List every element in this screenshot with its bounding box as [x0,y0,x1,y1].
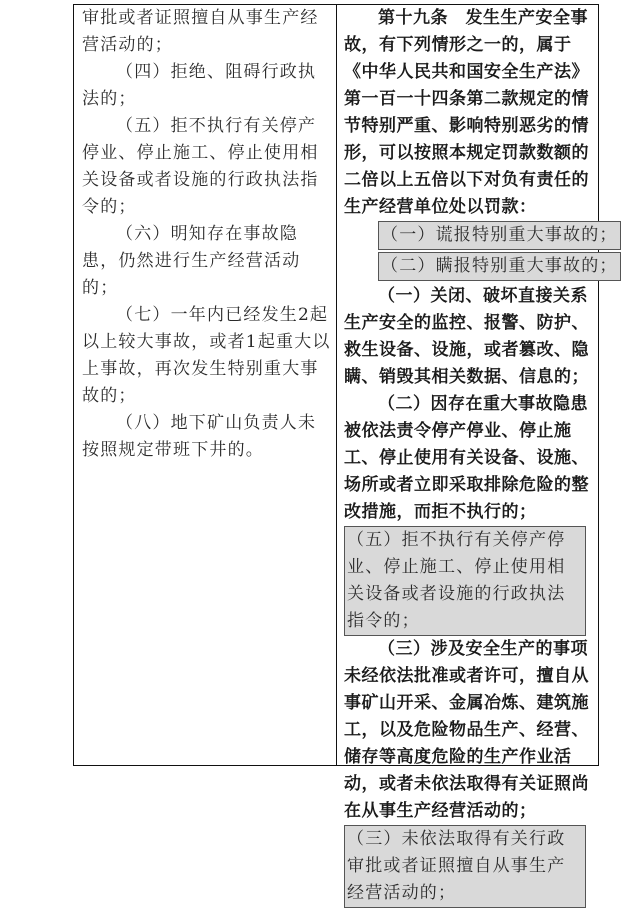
left-item-7: （七）一年内已经发生2起以上较大事故，或者1起重大以上事故，再次发生特别重大事故的； [82,305,331,406]
right-item-1: （一）关闭、破坏直接关系生产安全的监控、报警、防护、救生设备、设施，或者篡改、隐瞒、销毁其相关数据、信息的； [344,286,589,387]
right-item-3-text: （三）涉及安全生产的事项未经依法批准或者许可，擅自从事矿山开采、金属冶炼、建筑施工，以及危险物品生产、经营、储存等高度危险的生产作业活动，或者未依法取得有关证照尚在从事生产经营活动的； [344,639,589,821]
left-line-1: 审批或者证照擅自从事生产经营活动的； [82,8,319,55]
struck-item-2: （二）瞒报特别重大事故的； [378,252,621,281]
right-item-2 [344,391,592,526]
left-column [82,5,332,464]
right-item-2-struck: （五）拒不执行有关停产停业、停止施工、停止使用相关设备或者设施的行政执法指令的； [344,526,586,636]
right-item-2-text: （二）因存在重大事故隐患被依法责令停产停业、停止施工、停止使用有关设备、设施、场所或者立即采取排除危险的整改措施，而拒不执行的； [344,394,589,522]
right-item-3 [344,636,592,825]
left-item-6: （六）明知存在事故隐患，仍然进行生产经营活动的； [82,224,301,298]
left-item-4: （四）拒绝、阻碍行政执法的； [82,62,317,109]
right-item-3-struck: （三）未依法取得有关行政审批或者证照擅自从事生产经营活动的； [344,825,586,908]
column-divider [336,5,337,765]
comparison-table [73,4,618,903]
article-19-intro: 第十九条 发生生产安全事故，有下列情形之一的，属于《中华人民共和国安全生产法》第一百一十四条第二款规定的情节特别严重、影响特别恶劣的情形，可以按照本规定罚款数额的二倍以上五倍以下对负有责任的生产经营单位处以罚款： [344,8,589,217]
struck-item-1: （一）谎报特别重大事故的； [378,221,621,250]
left-item-8: （八）地下矿山负责人未按照规定带班下井的。 [82,413,317,460]
right-column [344,5,618,908]
left-item-5: （五）拒不执行有关停产停业、停止施工、停止使用相关设备或者设施的行政执法指令的； [82,116,319,217]
